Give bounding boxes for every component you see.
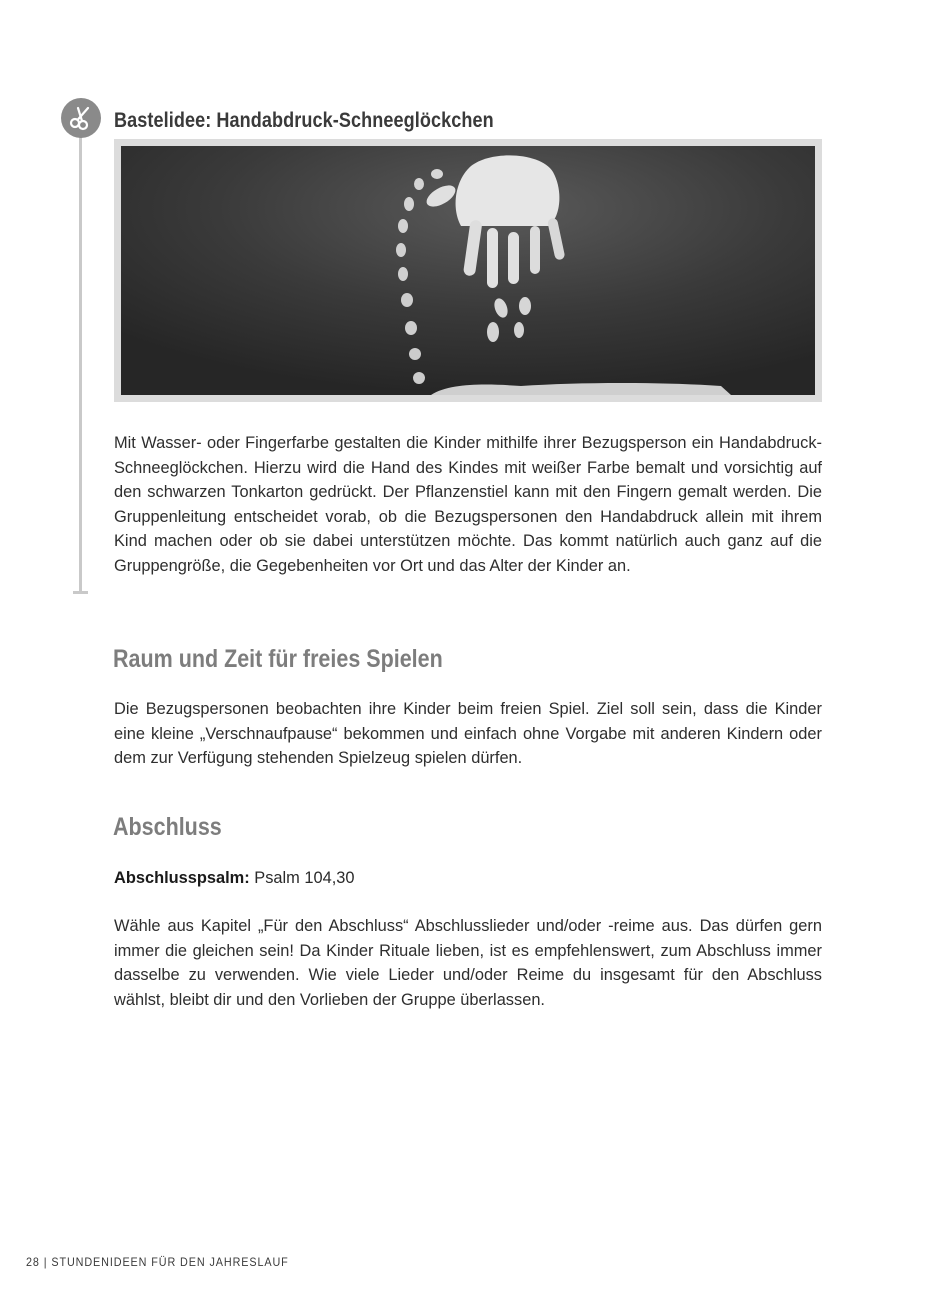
psalm-label: Abschlusspsalm: bbox=[114, 869, 250, 887]
psalm-line bbox=[114, 866, 355, 890]
page-footer bbox=[26, 1255, 289, 1269]
craft-heading: Bastelidee: Handabdruck-Schneeglöckchen bbox=[114, 109, 494, 133]
closing-heading: Abschluss bbox=[113, 813, 222, 841]
sidebar-rule-end bbox=[73, 591, 88, 594]
psalm-value: Psalm 104,30 bbox=[254, 869, 355, 887]
craft-paragraph: Mit Wasser- oder Fingerfarbe gestalten die Kinder mithilfe ihrer Bezugsperson ein Handabdruck-Schneeglöckchen. Hierzu wird die Hand des Kindes mit weißer Farbe bemalt und vorsichtig auf den schwarzen Tonkarton gedrückt. Der Pflanzenstiel kann mit den Fingern gemalt werden. Die Gruppenleitung entscheidet vorab, ob die Bezugspersonen den Handabdruck allein mit ihrem Kind machen oder ob sie dabei unterstützen möchte. Das kommt natürlich auch ganz auf die Gruppengröße, die Gegebenheiten vor Ort und das Alter der Kinder an. bbox=[114, 434, 822, 575]
sidebar-rule bbox=[79, 126, 82, 592]
closing-paragraph: Wähle aus Kapitel „Für den Abschluss“ Abschlusslieder und/oder -reime aus. Das dürfen gern immer die gleichen sein! Da Kinder Rituale lieben, ist es empfehlenswert, zum Abschluss immer dasselbe zu verwenden. Wie viele Lieder und/oder Reime du insgesamt für den Abschluss wählst, bleibt dir und den Vorlieben der Gruppe überlassen. bbox=[114, 917, 822, 1009]
handprint-photo bbox=[114, 139, 822, 402]
free-play-paragraph: Die Bezugspersonen beobachten ihre Kinder beim freien Spiel. Ziel soll sein, dass die Kinder eine kleine „Verschnaufpause“ bekommen und einfach ohne Vorgabe mit anderen Kindern oder dem zur Verfügung stehenden Spielzeug spielen dürfen. bbox=[114, 700, 822, 768]
handprint-snowdrop-image bbox=[121, 146, 815, 395]
page-number: 28 bbox=[26, 1255, 40, 1269]
footer-separator: | bbox=[43, 1255, 48, 1269]
book-title: STUNDENIDEEN FÜR DEN JAHRESLAUF bbox=[51, 1255, 289, 1269]
free-play-heading: Raum und Zeit für freies Spielen bbox=[113, 645, 443, 673]
scissors-icon bbox=[61, 98, 101, 138]
